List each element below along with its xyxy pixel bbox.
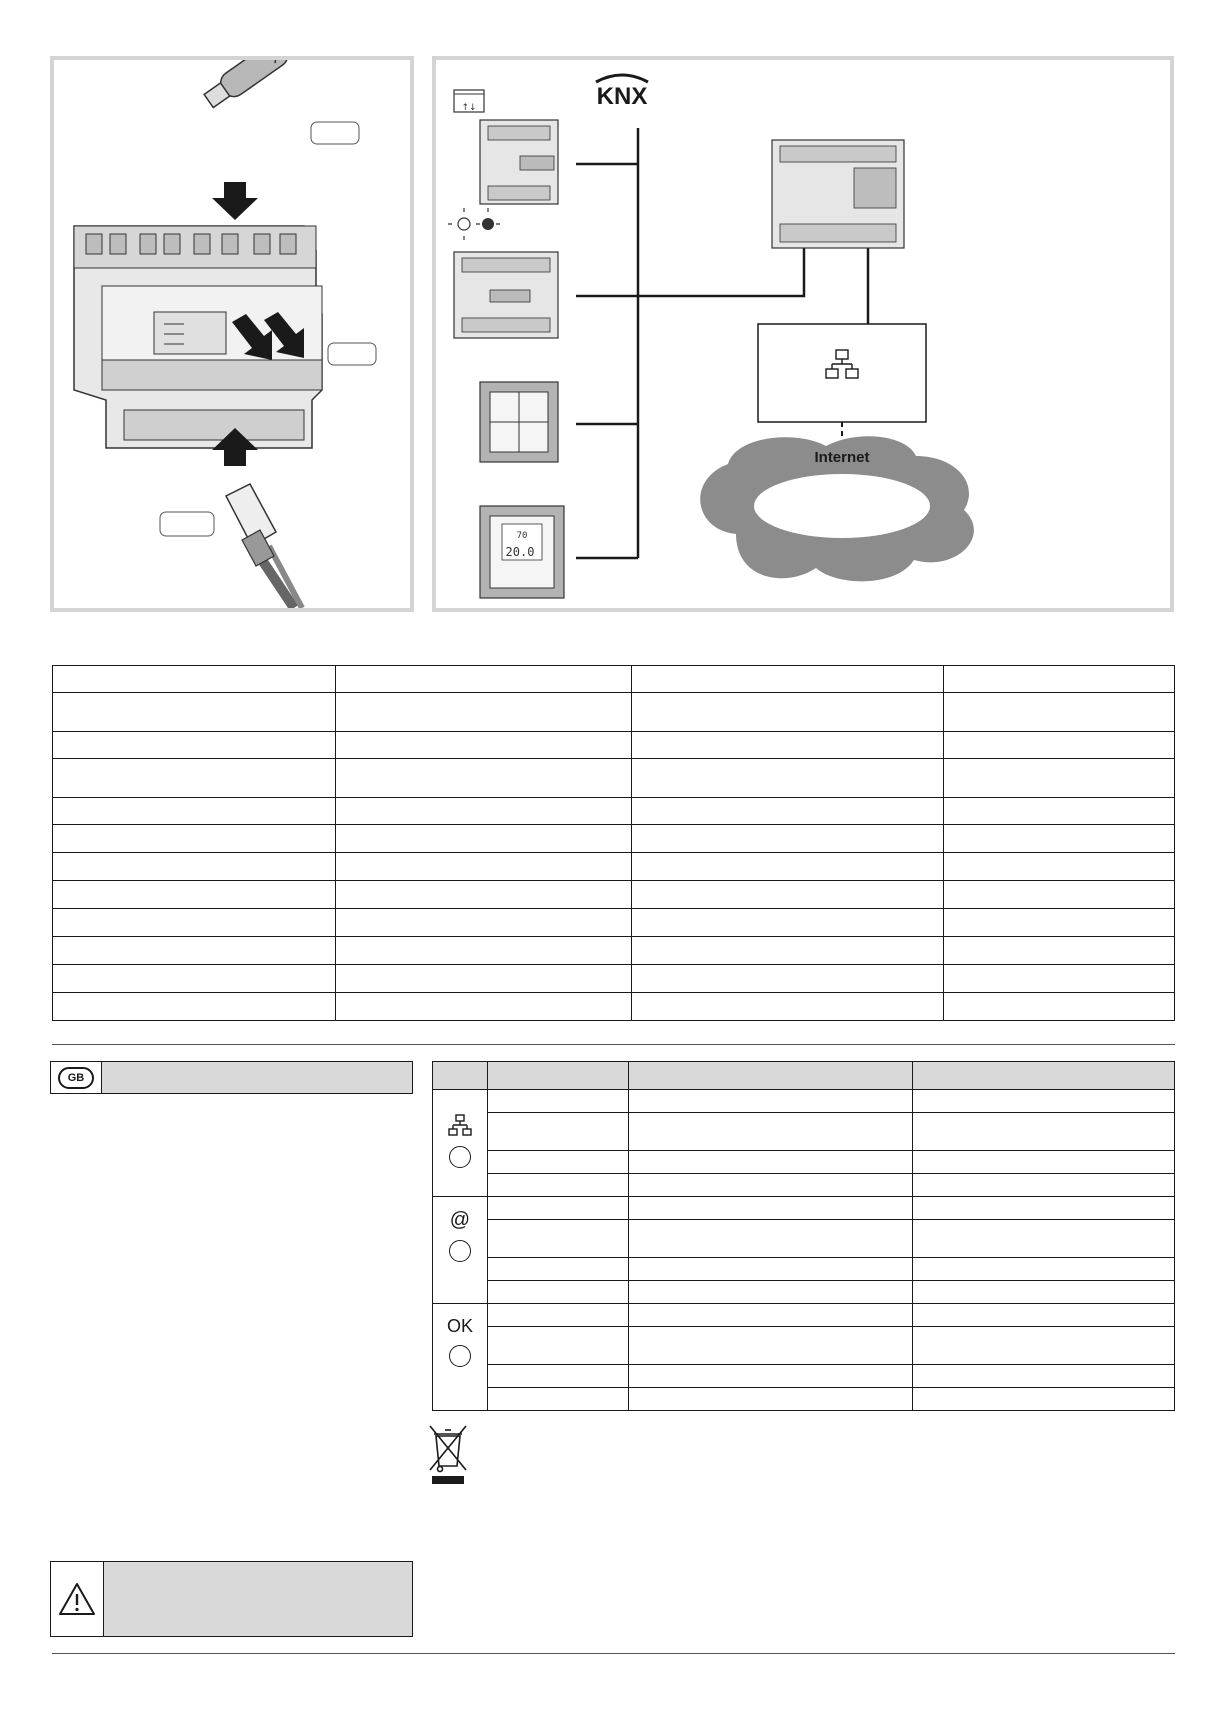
table-row xyxy=(53,993,1175,1021)
blind-actuator xyxy=(480,120,558,204)
table-row xyxy=(433,1151,1175,1174)
led-group-ok xyxy=(433,1304,488,1411)
at-icon: @ xyxy=(449,1209,471,1231)
table-row xyxy=(433,1258,1175,1281)
push-button-switch xyxy=(480,382,558,462)
usb-stick-icon xyxy=(201,60,292,112)
network-icon xyxy=(447,1114,473,1138)
led-group-network xyxy=(433,1090,488,1197)
svg-text:↑↓: ↑↓ xyxy=(461,103,477,113)
table-row xyxy=(433,1281,1175,1304)
table-row xyxy=(433,1388,1175,1411)
table-row xyxy=(433,1304,1175,1327)
dimmer-actuator xyxy=(454,252,558,338)
table-row xyxy=(433,1197,1175,1220)
table-row xyxy=(53,881,1175,909)
table-row xyxy=(433,1174,1175,1197)
ethernet-plug-icon xyxy=(226,484,302,608)
weee-bin-icon xyxy=(426,1422,470,1486)
table-row xyxy=(433,1090,1175,1113)
table-row xyxy=(53,732,1175,759)
thermostat-temperature: 20.0 xyxy=(505,545,535,559)
label-3 xyxy=(160,512,214,536)
warning-icon xyxy=(57,1581,97,1617)
table-row xyxy=(53,853,1175,881)
thermostat-top-reading: 70 xyxy=(516,531,528,541)
language-badge: GB xyxy=(58,1067,94,1089)
table-row xyxy=(53,937,1175,965)
section-divider xyxy=(52,1044,1175,1045)
label-1 xyxy=(311,122,359,144)
network-diagram xyxy=(432,56,1174,612)
led-indicator xyxy=(449,1345,471,1367)
warning-box xyxy=(50,1561,413,1637)
table-row xyxy=(433,1327,1175,1365)
table-row xyxy=(53,909,1175,937)
table-row xyxy=(433,1113,1175,1151)
table-row xyxy=(53,798,1175,825)
network-drawing xyxy=(436,60,1170,608)
table-row xyxy=(433,1365,1175,1388)
table-row xyxy=(53,666,1175,693)
ip-interface-device xyxy=(772,140,904,248)
room-thermostat xyxy=(480,506,564,598)
table-row xyxy=(53,759,1175,798)
table-row xyxy=(53,693,1175,732)
led-group-at xyxy=(433,1197,488,1304)
router-box xyxy=(758,324,926,422)
insert-arrow-icon xyxy=(212,182,258,220)
table-row xyxy=(53,965,1175,993)
ok-icon: OK xyxy=(446,1316,473,1336)
language-header xyxy=(50,1061,413,1094)
specification-table xyxy=(52,665,1175,1021)
footer-divider xyxy=(52,1653,1175,1654)
dimmer-icon xyxy=(448,208,500,240)
blind-icon xyxy=(454,90,484,113)
led-status-table xyxy=(432,1061,1175,1411)
installation-figure xyxy=(50,56,414,612)
internet-cloud xyxy=(700,436,974,581)
table-row xyxy=(53,825,1175,853)
table-row xyxy=(433,1220,1175,1258)
knx-logo-text: KNX xyxy=(596,83,648,110)
table-header-row xyxy=(433,1062,1175,1090)
installation-drawing xyxy=(54,60,410,608)
label-2 xyxy=(328,343,376,365)
internet-label: Internet xyxy=(814,449,870,466)
led-indicator xyxy=(449,1240,471,1262)
led-indicator xyxy=(449,1146,471,1168)
knx-logo xyxy=(596,75,648,110)
